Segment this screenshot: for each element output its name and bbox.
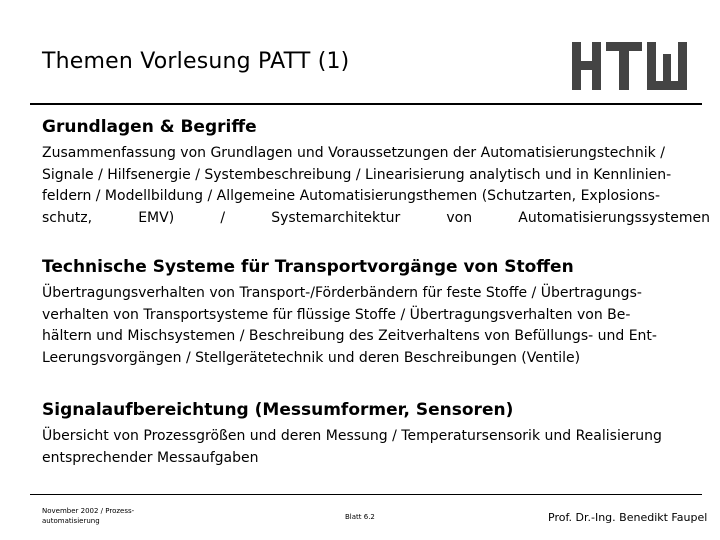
title-divider [30,103,702,105]
section-heading-transport: Technische Systeme für Transportvorgänge von Stoffen [42,257,574,277]
footer-date [42,506,172,526]
body-line: entsprechender Messaufgaben [42,449,259,466]
body-line: Signale / Hilfsenergie / Systembeschreibung / Linearisierung analytisch und in Kennlinien- [42,166,672,183]
footer-date-line1: November 2002 / Prozess- [42,507,135,515]
body-word: EMV) [138,209,175,226]
body-line: Übertragungsverhalten von Transport-/Förderbändern für feste Stoffe / Übertragungs- [42,285,642,301]
section-body-transport [42,283,710,369]
body-word: schutz, [42,209,93,226]
section-heading-grundlagen: Grundlagen & Begriffe [42,117,257,137]
body-word: Automatisierungssystemen [518,209,710,226]
body-line: verhalten von Transportsysteme für flüssige Stoffe / Übertragungsverhalten von Be- [42,306,631,323]
section-body-grundlagen [42,143,710,229]
body-word: Systemarchitektur [271,209,401,226]
footer-author: Prof. Dr.-Ing. Benedikt Faupel [548,511,708,524]
body-line: feldern / Modellbildung / Allgemeine Automatisierungsthemen (Schutzarten, Explosions- [42,188,661,204]
slide-title: Themen Vorlesung PATT (1) [42,49,350,74]
body-line: Leerungsvorgängen / Stellgerätetechnik und deren Beschreibungen (Ventile) [42,349,581,366]
body-line: hältern und Mischsystemen / Beschreibung des Zeitverhaltens von Befüllungs- und Ent- [42,328,657,344]
body-line: Übersicht von Prozessgrößen und deren Messung / Temperatursensorik und Realisierung [42,428,662,444]
body-line-justified [42,208,710,230]
body-word: von [446,209,473,226]
footer-divider [30,494,702,495]
section-body-signal [42,426,710,469]
htw-logo [570,40,692,92]
body-line: Zusammenfassung von Grundlagen und Voraussetzungen der Automatisierungstechnik / [42,145,665,161]
footer-page-number: Blatt 6.2 [345,513,375,521]
section-heading-signal: Signalaufbereichtung (Messumformer, Sensoren) [42,400,514,420]
body-word: / [220,209,226,226]
footer-date-line2: automatisierung [42,517,100,525]
